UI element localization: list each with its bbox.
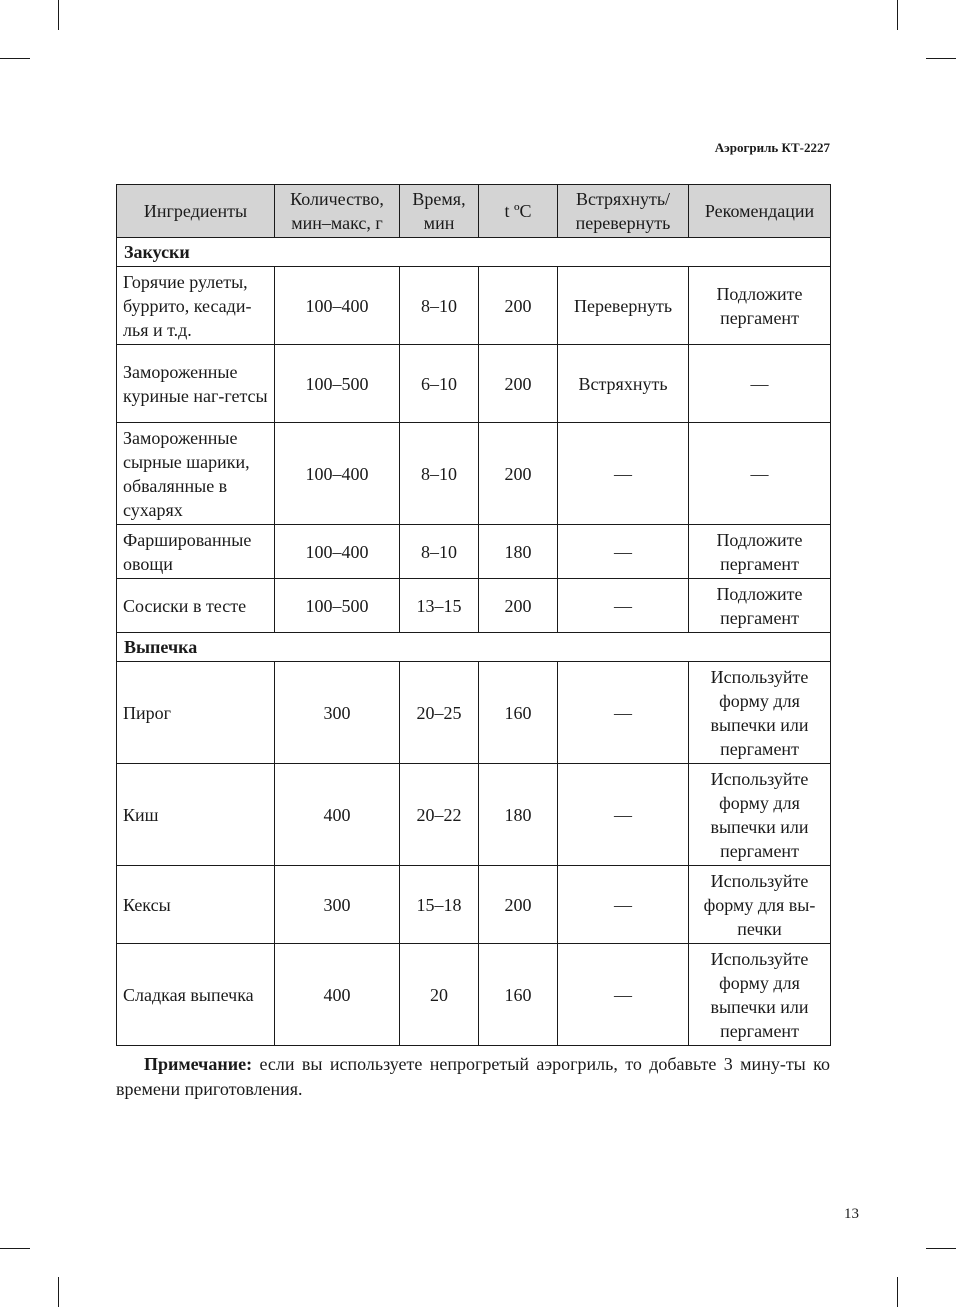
crop-mark: [897, 1277, 898, 1307]
page-number: 13: [844, 1206, 859, 1222]
time-cell: 13–15: [400, 579, 479, 633]
section-title: Закуски: [117, 238, 831, 267]
crop-mark: [58, 1277, 59, 1307]
amount-cell: 400: [275, 944, 400, 1046]
action-cell: —: [558, 662, 689, 764]
crop-mark: [0, 58, 30, 59]
recommendation-cell: Используйте форму для выпечки или пергамент: [689, 662, 831, 764]
recommendation-cell: Используйте форму для выпечки или пергамент: [689, 764, 831, 866]
column-header-amount: Количество, мин–макс, г: [275, 185, 400, 238]
time-cell: 8–10: [400, 267, 479, 345]
section-row: [117, 633, 831, 662]
recommendation-cell: —: [689, 345, 831, 423]
column-header-time: Время, мин: [400, 185, 479, 238]
ingredient-cell: Кексы: [117, 866, 275, 944]
recommendation-cell: Подложите пергамент: [689, 579, 831, 633]
time-cell: 8–10: [400, 525, 479, 579]
column-header-ingredients: Ингредиенты: [117, 185, 275, 238]
table-row: [117, 866, 831, 944]
table-row: [117, 423, 831, 525]
amount-cell: 100–400: [275, 267, 400, 345]
recommendation-cell: Используйте форму для вы-печки: [689, 866, 831, 944]
amount-cell: 400: [275, 764, 400, 866]
temperature-cell: 180: [479, 525, 558, 579]
amount-cell: 300: [275, 866, 400, 944]
amount-cell: 100–400: [275, 525, 400, 579]
crop-mark: [897, 0, 898, 30]
recommendation-cell: Подложите пергамент: [689, 267, 831, 345]
temperature-cell: 200: [479, 579, 558, 633]
ingredient-cell: Киш: [117, 764, 275, 866]
action-cell: —: [558, 866, 689, 944]
amount-cell: 100–400: [275, 423, 400, 525]
note-text: если вы используете непрогретый аэрогриль, то добавьте 3 мину-ты ко времени приготовления.: [116, 1054, 830, 1099]
recommendation-cell: —: [689, 423, 831, 525]
temperature-cell: 160: [479, 662, 558, 764]
cooking-table: [116, 184, 831, 1046]
action-cell: Перевернуть: [558, 267, 689, 345]
note-label: Примечание:: [144, 1054, 253, 1074]
time-cell: 15–18: [400, 866, 479, 944]
amount-cell: 100–500: [275, 345, 400, 423]
action-cell: —: [558, 944, 689, 1046]
ingredient-cell: Фаршированные овощи: [117, 525, 275, 579]
table-row: [117, 267, 831, 345]
column-header-shake-flip: Встряхнуть/ перевернуть: [558, 185, 689, 238]
time-cell: 6–10: [400, 345, 479, 423]
crop-mark: [926, 58, 956, 59]
running-header: Аэрогриль КТ-2227: [714, 140, 830, 155]
note: [116, 1052, 830, 1102]
temperature-cell: 200: [479, 267, 558, 345]
ingredient-cell: Сосиски в тесте: [117, 579, 275, 633]
temperature-cell: 200: [479, 866, 558, 944]
action-cell: —: [558, 764, 689, 866]
time-cell: 8–10: [400, 423, 479, 525]
time-cell: 20–25: [400, 662, 479, 764]
action-cell: —: [558, 423, 689, 525]
crop-mark: [0, 1248, 30, 1249]
time-cell: 20: [400, 944, 479, 1046]
ingredient-cell: Пирог: [117, 662, 275, 764]
action-cell: —: [558, 579, 689, 633]
time-cell: 20–22: [400, 764, 479, 866]
table-row: [117, 944, 831, 1046]
amount-cell: 300: [275, 662, 400, 764]
temperature-cell: 160: [479, 944, 558, 1046]
amount-cell: 100–500: [275, 579, 400, 633]
note-paragraph: [116, 1052, 830, 1102]
table-row: [117, 345, 831, 423]
ingredient-cell: Сладкая выпечка: [117, 944, 275, 1046]
recommendation-cell: Используйте форму для выпечки или пергамент: [689, 944, 831, 1046]
temperature-cell: 180: [479, 764, 558, 866]
action-cell: —: [558, 525, 689, 579]
ingredient-cell: Замороженные сырные шарики, обвалянные в сухарях: [117, 423, 275, 525]
column-header-temperature: t ºC: [479, 185, 558, 238]
temperature-cell: 200: [479, 345, 558, 423]
column-header-recommendations: Рекомендации: [689, 185, 831, 238]
table-row: [117, 525, 831, 579]
recommendation-cell: Подложите пергамент: [689, 525, 831, 579]
ingredient-cell: Замороженные куриные наг-гетсы: [117, 345, 275, 423]
table-row: [117, 764, 831, 866]
crop-mark: [926, 1248, 956, 1249]
table-row: [117, 579, 831, 633]
table-header-row: [117, 185, 831, 238]
action-cell: Встряхнуть: [558, 345, 689, 423]
temperature-cell: 200: [479, 423, 558, 525]
section-row: [117, 238, 831, 267]
ingredient-cell: Горячие рулеты, буррито, кесади-лья и т.д.: [117, 267, 275, 345]
section-title: Выпечка: [117, 633, 831, 662]
table-row: [117, 662, 831, 764]
crop-mark: [58, 0, 59, 30]
